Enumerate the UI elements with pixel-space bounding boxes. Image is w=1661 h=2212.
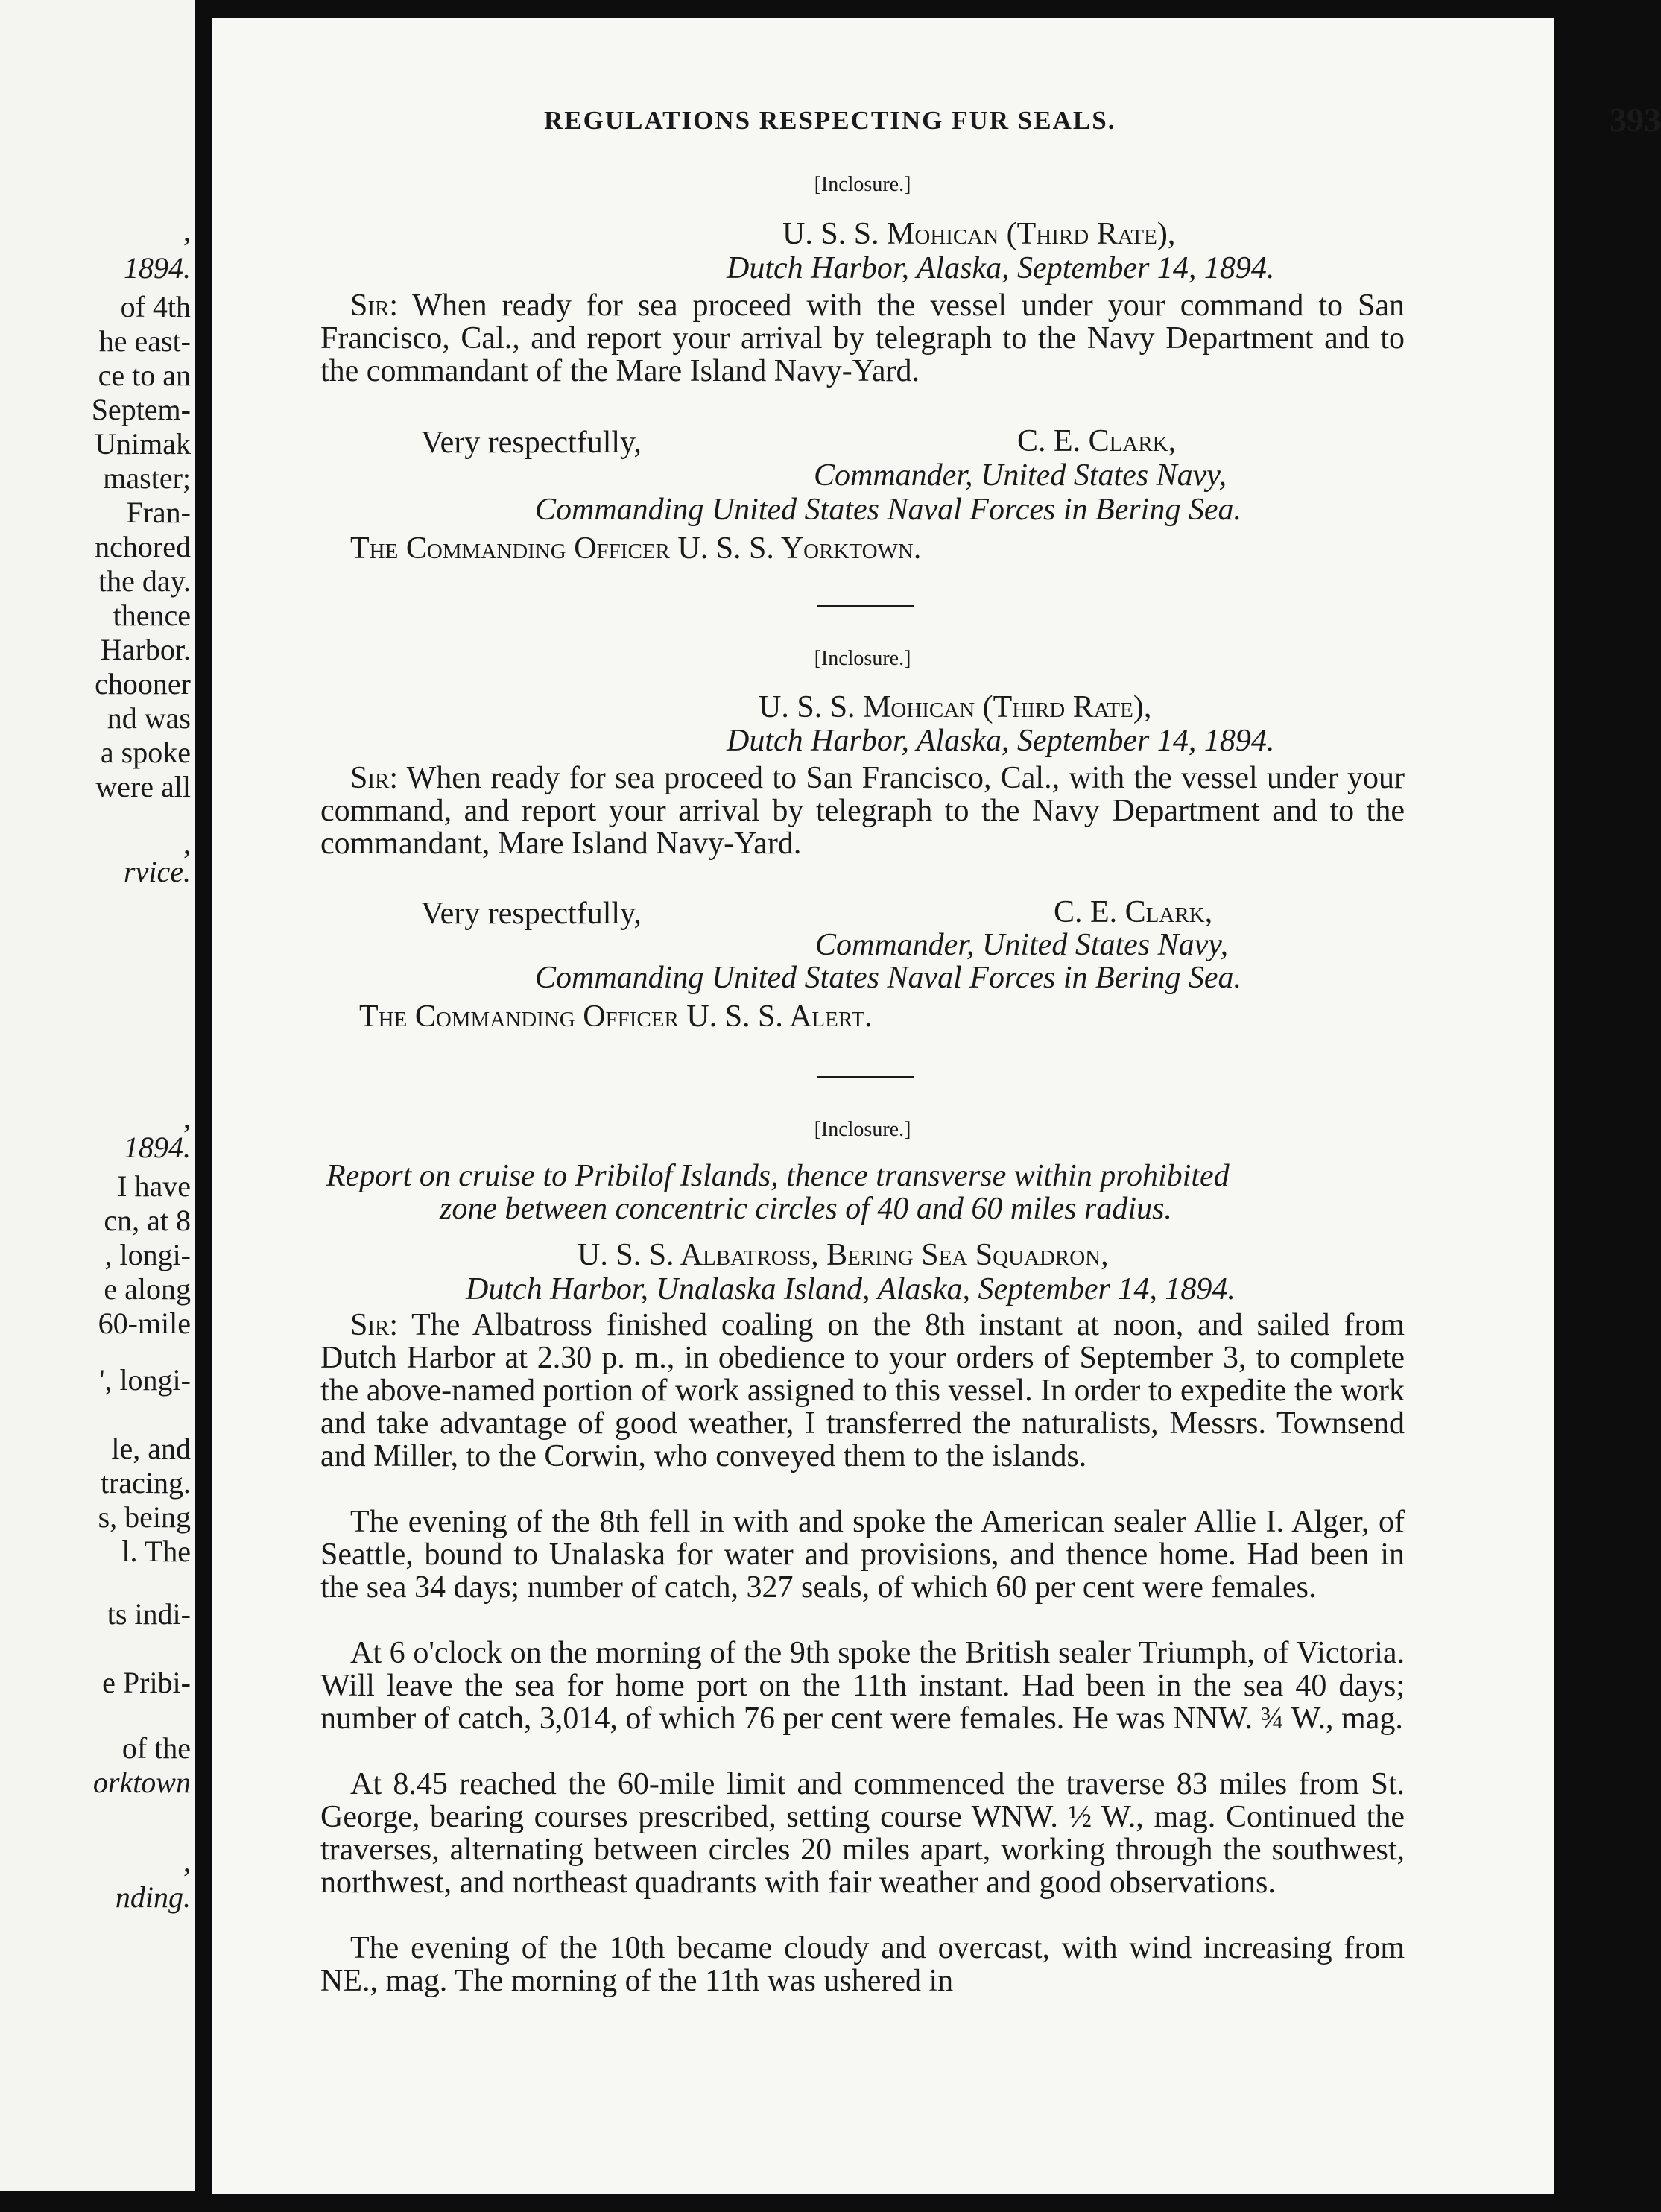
facing-page-line: Unimak: [95, 427, 191, 461]
facing-page-line: the day.: [98, 564, 191, 598]
letter-text-2: When ready for sea proceed to San Francisco, Cal., with the vessel under your command, and report your arrival by telegraph to the Navy Department and to the commandant, Mare Island Navy-Yard.: [320, 761, 1405, 861]
signer-title-1a: Commander, United States Navy,: [814, 458, 1227, 493]
salutation-3: Sir:: [350, 1308, 399, 1342]
salutation-1: Sir:: [350, 288, 399, 323]
inclosure-label-2: [Inclosure.]: [814, 647, 911, 670]
report-paragraph-3: At 6 o'clock on the morning of the 9th spoke the British sealer Triumph, of Victoria. Will leave the sea for home port on the 11th instant. Had been in the sea 40 days; number of catch, 3,014, of which 76 per cent were females. He was NNW. ¾ W., mag.: [320, 1636, 1405, 1736]
facing-page-line: 1894.: [124, 1131, 191, 1164]
facing-page-line: Septem-: [91, 393, 191, 426]
page-number: 393: [1610, 101, 1661, 139]
place-date-2: Dutch Harbor, Alaska, September 14, 1894.: [727, 724, 1275, 758]
salutation-2: Sir:: [350, 761, 399, 795]
facing-page-line: e Pribi-: [102, 1666, 191, 1699]
facing-page-line: Harbor.: [100, 633, 191, 666]
facing-page-line: ce to an: [98, 358, 191, 392]
signer-title-2a: Commander, United States Navy,: [815, 928, 1229, 962]
facing-page-line: 60-mile: [98, 1306, 191, 1340]
facing-page-line: I have: [117, 1169, 191, 1203]
report-text-1: The Albatross finished coaling on the 8th instant at noon, and sailed from Dutch Harbor at 2.30 p. m., in obedience to your orders of September 3, to complete the above-named portion of work assigned to this vessel. In order to expedite the work and take advantage of good weather, I transferred the naturalists, Messrs. Townsend and Miller, to the Corwin, who conveyed them to the islands.: [320, 1308, 1405, 1473]
report-heading-line2: zone between concentric circles of 40 and 60 miles radius.: [440, 1192, 1172, 1226]
letter-text-1: When ready for sea proceed with the vessel under your command to San Francisco, Cal., and report your arrival by telegraph to the Navy Department and to the commandant of the Mare Island Navy-Yard.: [320, 288, 1405, 388]
addressee-2: The Commanding Officer U. S. S. Alert.: [359, 999, 873, 1034]
facing-page-line: tracing.: [100, 1466, 191, 1500]
facing-page-line: rvice.: [124, 855, 191, 888]
facing-page-line: s, being: [98, 1500, 191, 1534]
running-title: REGULATIONS RESPECTING FUR SEALS.: [544, 106, 1116, 135]
report-heading-line1: Report on cruise to Pribilof Islands, thence transverse within prohibited: [326, 1159, 1230, 1193]
ship-heading-1: U. S. S. Mohican (Third Rate),: [782, 217, 1176, 251]
facing-page-line: he east-: [98, 324, 191, 358]
signer-1: C. E. Clark,: [1017, 424, 1177, 458]
inclosure-label-1: [Inclosure.]: [814, 173, 911, 196]
facing-page-line: ', longi-: [99, 1363, 191, 1397]
report-paragraph-2: The evening of the 8th fell in with and spoke the American sealer Allie I. Alger, of Seattle, bound to Unalaska for water and provisions, and thence home. Had been in the sea 34 days; number of catch, 327 seals, of which 60 per cent were females.: [320, 1505, 1405, 1605]
facing-page-line: a spoke: [100, 736, 191, 769]
letter-body-1: [320, 289, 1405, 388]
inclosure-label-3: [Inclosure.]: [814, 1118, 911, 1141]
facing-page-line: ,: [183, 214, 191, 247]
running-header: [544, 101, 1661, 139]
letter-body-2: [320, 762, 1405, 860]
facing-page-line: ,: [183, 1101, 191, 1134]
place-date-1: Dutch Harbor, Alaska, September 14, 1894.: [727, 251, 1275, 285]
closing-1: Very respectfully,: [421, 426, 642, 460]
ship-heading-2: U. S. S. Mohican (Third Rate),: [759, 690, 1152, 724]
facing-page-line: were all: [95, 770, 191, 803]
closing-2: Very respectfully,: [421, 897, 642, 931]
facing-page-line: l. The: [121, 1535, 191, 1568]
signer-2: C. E. Clark,: [1054, 895, 1213, 929]
facing-page-line: e along: [104, 1272, 191, 1306]
facing-page-line: nding.: [115, 1880, 191, 1914]
facing-page-line: 1894.: [124, 251, 191, 285]
facing-page-line: ,: [183, 1845, 191, 1878]
facing-page-line: of 4th: [120, 290, 191, 323]
facing-page-fragment: [0, 0, 195, 2191]
section-divider-2: [817, 1076, 914, 1078]
facing-page-line: chooner: [95, 667, 191, 701]
facing-page-line: orktown: [92, 1766, 191, 1799]
addressee-1: The Commanding Officer U. S. S. Yorktown.: [350, 531, 922, 566]
facing-page-line: master;: [103, 461, 191, 495]
facing-page-line: , longi-: [104, 1238, 191, 1271]
facing-page-line: ,: [183, 827, 191, 860]
signer-title-1b: Commanding United States Naval Forces in Bering Sea.: [535, 493, 1241, 527]
facing-page-line: of the: [121, 1731, 191, 1765]
report-paragraph-1: [320, 1309, 1405, 1473]
section-divider-1: [817, 605, 914, 607]
facing-page-line: nd was: [107, 701, 191, 735]
report-paragraph-4: At 8.45 reached the 60-mile limit and commenced the traverse 83 miles from St. George, bearing courses prescribed, setting course WNW. ½ W., mag. Continued the traverses, alternating between circles 20 miles apart, working through the southwest, northwest, and northeast quadrants with fair weather and good observations.: [320, 1767, 1405, 1900]
report-paragraph-5: The evening of the 10th became cloudy and overcast, with wind increasing from NE., mag. The morning of the 11th was ushered in: [320, 1931, 1405, 1998]
facing-page-line: le, and: [111, 1432, 191, 1465]
facing-page-line: Fran-: [126, 496, 191, 529]
place-date-3: Dutch Harbor, Unalaska Island, Alaska, September 14, 1894.: [466, 1272, 1236, 1306]
facing-page-line: nchored: [95, 530, 191, 563]
ship-heading-3: U. S. S. Albatross, Bering Sea Squadron,: [578, 1238, 1109, 1272]
facing-page-line: cn, at 8: [104, 1204, 191, 1237]
signer-title-2b: Commanding United States Naval Forces in Bering Sea.: [535, 961, 1241, 995]
facing-page-line: thence: [113, 598, 191, 632]
facing-page-line: ts indi-: [107, 1597, 191, 1631]
